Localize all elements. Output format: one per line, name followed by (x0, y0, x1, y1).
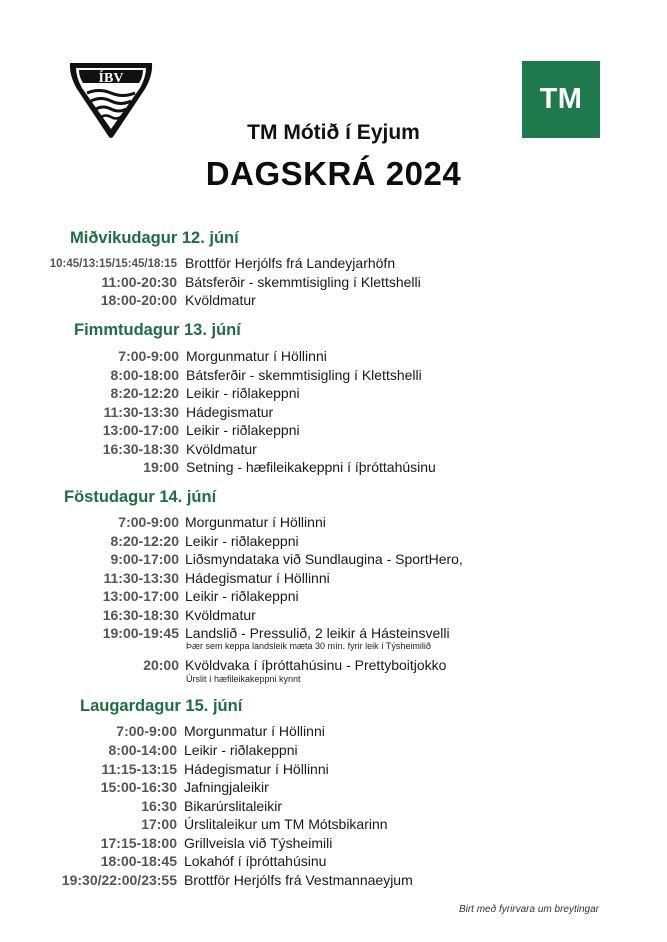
event-time: 19:30/22:00/23:55 (61, 872, 177, 888)
event-time: 10:45/13:15/15:45/18:15 (49, 258, 177, 270)
event-description: Hádegismatur í Höllinni (185, 570, 330, 586)
event-description: Bikarúrslitaleikir (184, 798, 283, 814)
schedule-row (0, 532, 179, 550)
event-time: 15:00-16:30 (100, 779, 177, 795)
event-time: 7:00-9:00 (118, 348, 179, 364)
schedule-row (0, 760, 177, 778)
event-time: 13:00-17:00 (102, 422, 179, 438)
schedule-row (0, 254, 177, 272)
schedule-row (0, 421, 179, 439)
event-time: 19:00-19:45 (102, 625, 179, 641)
event-note: Þær sem keppa landsleik mæta 30 mín. fyrir leik í Týsheimilið (186, 641, 431, 651)
ibv-logo-text: ÍBV (98, 71, 124, 86)
event-time: 18:00-20:00 (100, 292, 177, 308)
event-description: Leikir - riðlakeppni (186, 422, 300, 438)
schedule-row (0, 513, 179, 531)
schedule-row (0, 871, 177, 889)
schedule-row (0, 569, 179, 587)
schedule-row (0, 347, 179, 365)
event-time: 19:00 (143, 459, 179, 475)
event-description: Jafningjaleikir (184, 779, 269, 795)
schedule-row (0, 624, 179, 642)
event-description: Leikir - riðlakeppni (185, 588, 299, 604)
day-header-thursday: Fimmtudagur 13. júní (74, 321, 241, 339)
day-header-friday: Föstudagur 14. júní (64, 488, 217, 506)
event-time: 16:30-18:30 (102, 441, 179, 457)
schedule-row (0, 797, 177, 815)
event-description: Brottför Herjólfs frá Vestmannaeyjum (184, 872, 413, 888)
event-time: 17:15-18:00 (100, 835, 177, 851)
event-time: 13:00-17:00 (102, 588, 179, 604)
event-note: Úrslit í hæfileikakeppni kynnt (186, 674, 301, 684)
schedule-row (0, 458, 179, 476)
event-description: Grillveisla við Týsheimili (184, 835, 333, 851)
schedule-row (0, 273, 177, 291)
event-time: 16:30-18:30 (102, 607, 179, 623)
schedule-row (0, 815, 177, 833)
event-description: Brottför Herjólfs frá Landeyjarhöfn (185, 255, 396, 271)
schedule-row (0, 778, 177, 796)
schedule-row (0, 587, 179, 605)
schedule-row (0, 606, 179, 624)
event-description: Setning - hæfileikakeppni í íþróttahúsinu (186, 459, 436, 475)
event-description: Úrslitaleikur um TM Mótsbikarinn (184, 816, 388, 832)
event-time: 8:20-12:20 (110, 385, 179, 401)
event-description: Morgunmatur í Höllinni (186, 348, 327, 364)
day-header-wednesday: Miðvikudagur 12. júní (70, 229, 239, 247)
schedule-row (0, 550, 179, 568)
event-description: Bátsferðir - skemmtisigling í Klettshelli (186, 367, 422, 383)
schedule-row (0, 722, 177, 740)
schedule-row (0, 403, 179, 421)
event-time: 8:00-18:00 (110, 367, 179, 383)
event-description: Hádegismatur (186, 404, 274, 420)
schedule-row (0, 384, 179, 402)
disclaimer-note: Birt með fyrirvara um breytingar (458, 904, 599, 915)
schedule-row (0, 440, 179, 458)
event-time: 16:30 (141, 798, 177, 814)
event-description: Hádegismatur í Höllinni (184, 761, 329, 777)
event-time: 8:00-14:00 (108, 742, 177, 758)
event-description: Morgunmatur í Höllinni (185, 514, 326, 530)
schedule-title: DAGSKRÁ 2024 (205, 155, 462, 192)
event-description: Liðsmyndataka við Sundlaugina - SportHero, (185, 551, 463, 567)
event-description: Bátsferðir - skemmtisigling í Klettshelli (185, 274, 421, 290)
event-time: 11:15-13:15 (101, 761, 177, 777)
event-time: 18:00-18:45 (100, 853, 177, 869)
event-time: 17:00 (141, 816, 177, 832)
schedule-row (0, 291, 177, 309)
event-description: Kvöldmatur (185, 607, 256, 623)
event-time: 8:20-12:20 (110, 533, 179, 549)
event-description: Leikir - riðlakeppni (185, 533, 299, 549)
event-title: TM Mótið í Eyjum (247, 121, 420, 144)
event-description: Kvöldmatur (186, 441, 257, 457)
event-description: Landslið - Pressulið, 2 leikir á Hásteinsvelli (185, 625, 450, 641)
event-time: 11:30-13:30 (103, 570, 179, 586)
event-time: 11:00-20:30 (101, 274, 177, 290)
event-time: 7:00-9:00 (118, 514, 179, 530)
event-time: 9:00-17:00 (110, 551, 179, 567)
schedule-row (0, 834, 177, 852)
schedule-row (0, 656, 179, 674)
event-time: 11:30-13:30 (103, 404, 179, 420)
tm-logo-text: TM (539, 83, 583, 115)
day-header-saturday: Laugardagur 15. júní (80, 697, 243, 715)
schedule-row (0, 852, 177, 870)
event-description: Lokahóf í íþróttahúsinu (184, 853, 327, 869)
event-time: 20:00 (143, 657, 179, 673)
schedule-row (0, 741, 177, 759)
schedule-row (0, 366, 179, 384)
event-description: Leikir - riðlakeppni (186, 385, 300, 401)
event-description: Kvöldvaka í íþróttahúsinu - Prettyboitjokko (185, 657, 447, 673)
event-description: Kvöldmatur (185, 292, 256, 308)
event-description: Morgunmatur í Höllinni (184, 723, 325, 739)
event-description: Leikir - riðlakeppni (184, 742, 298, 758)
event-time: 7:00-9:00 (116, 723, 177, 739)
